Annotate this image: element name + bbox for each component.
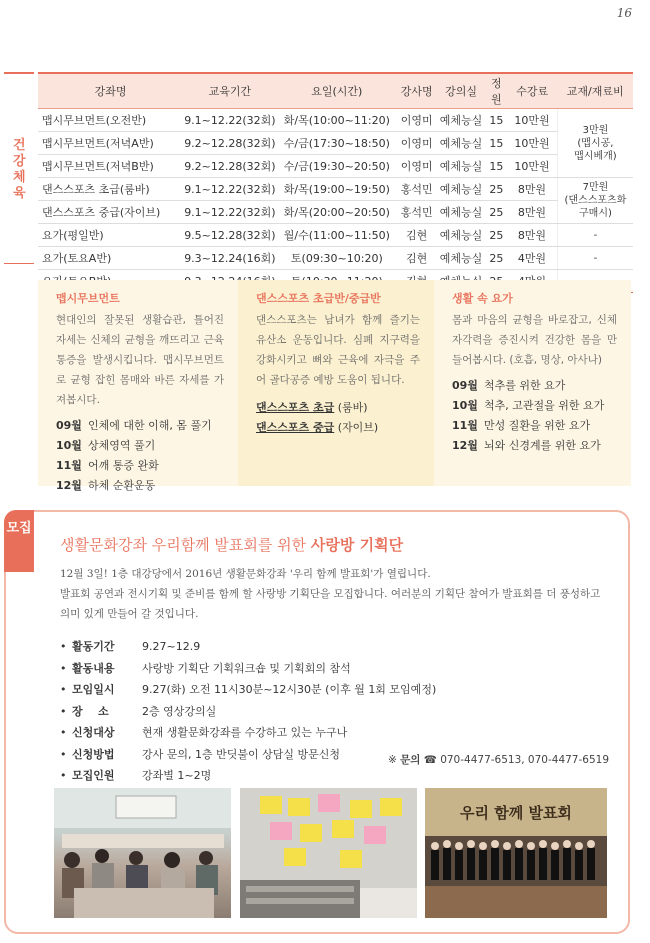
cell-period: 9.3~12.24(16회)	[183, 247, 276, 270]
curriculum-item	[452, 436, 617, 456]
cell-schedule: 화/목(20:00~20:50)	[277, 201, 397, 224]
cell-room: 예체능실	[436, 201, 485, 224]
table-row	[38, 155, 633, 178]
curriculum-month: 12월	[452, 439, 478, 452]
contact-info	[388, 752, 609, 767]
bullet-icon: •	[60, 661, 67, 675]
cell-course-name: 요가(평일반)	[38, 224, 183, 247]
curriculum-month: 11월	[56, 459, 82, 472]
dance-level-style: (자이브)	[334, 421, 379, 434]
curriculum-month: 12월	[56, 479, 82, 492]
cell-schedule: 월/수(11:00~11:50)	[277, 224, 397, 247]
cell-schedule: 수/금(19:30~20:50)	[277, 155, 397, 178]
cell-capacity: 15	[486, 155, 507, 178]
bullet-icon: •	[60, 769, 67, 782]
info-key: 모임일시	[72, 683, 115, 696]
cell-schedule: 토(09:30~10:20)	[277, 247, 397, 270]
panel-dance-sports	[238, 280, 434, 486]
col-header: 강좌명	[38, 73, 183, 109]
info-item	[60, 701, 436, 723]
cell-capacity: 15	[486, 109, 507, 132]
curriculum-topic: 척추, 고관절을 위한 요가	[484, 399, 605, 412]
cell-fee: 8만원	[507, 178, 557, 201]
curriculum-topic: 뇌와 신경계를 위한 요가	[484, 439, 601, 452]
contact-phone: ☎ 070-4477-6513, 070-4477-6519	[423, 754, 609, 766]
curriculum-month: 09월	[452, 379, 478, 392]
col-header: 교재/재료비	[557, 73, 633, 109]
curriculum-month: 10월	[56, 439, 82, 452]
cell-room: 예체능실	[436, 178, 485, 201]
cell-materials: -	[557, 224, 633, 247]
description-line: 의미 있게 만들어 갈 것입니다.	[60, 608, 199, 620]
col-header: 교육기간	[183, 73, 276, 109]
cell-course-name: 맵시무브먼트(저녁B반)	[38, 155, 183, 178]
recruit-title	[60, 534, 403, 555]
info-item	[60, 679, 436, 701]
info-value: 2층 영상강의실	[142, 704, 217, 718]
table-row	[38, 178, 633, 201]
section-side-label	[4, 72, 34, 264]
curriculum-topic: 하체 순환운동	[88, 479, 156, 492]
materials-line: 3만원	[582, 124, 609, 136]
cell-period: 9.1~12.22(32회)	[183, 109, 276, 132]
materials-line: 구매시)	[579, 208, 612, 219]
cell-materials-group-1	[557, 109, 633, 178]
table-row	[38, 109, 633, 132]
cell-instructor: 이영미	[397, 155, 436, 178]
cell-room: 예체능실	[436, 224, 485, 247]
materials-line: (댄스스포츠화	[564, 195, 627, 206]
info-key: 활동내용	[72, 661, 115, 675]
side-label-bottom-rule	[4, 263, 34, 264]
col-header: 강의실	[436, 73, 485, 109]
curriculum-list	[56, 416, 224, 496]
curriculum-item	[452, 396, 617, 416]
curriculum-item	[56, 416, 224, 436]
table-row	[38, 132, 633, 155]
cell-course-name: 댄스스포츠 초급(룸바)	[38, 178, 183, 201]
col-header: 수강료	[507, 73, 557, 109]
panel-title: 맵시무브먼트	[56, 292, 120, 305]
info-value: 강좌별 1~2명	[142, 769, 212, 782]
cell-period: 9.1~12.22(32회)	[183, 201, 276, 224]
table-row	[38, 201, 633, 224]
curriculum-item	[56, 476, 224, 496]
cell-schedule: 화/목(19:00~19:50)	[277, 178, 397, 201]
section-label: 건강체육	[13, 138, 26, 201]
cell-period: 9.5~12.28(32회)	[183, 224, 276, 247]
cell-capacity: 25	[486, 224, 507, 247]
info-value: 강사 문의, 1층 반딧불이 상담실 방문신청	[142, 747, 340, 761]
bullet-icon: •	[60, 747, 67, 761]
bullet-icon: •	[60, 704, 67, 718]
curriculum-item	[56, 456, 224, 476]
cell-period: 9.1~12.22(32회)	[183, 178, 276, 201]
cell-fee: 10만원	[507, 132, 557, 155]
stage-photo-illustration	[425, 788, 607, 918]
contact-prefix: ※	[388, 754, 401, 766]
panel-body: 현대인의 잘못된 생활습관, 틀어진 자세는 신체의 균형을 깨뜨리고 근육 통증을 발생시킵니다. 맵시무브먼트로 균형 잡힌 몸매와 바른 자세를 가져봅시다.	[56, 314, 224, 406]
info-key: 신청방법	[72, 747, 115, 761]
dance-level-item	[256, 398, 420, 418]
dance-level-name: 댄스스포츠 초급	[256, 401, 335, 414]
cell-fee: 10만원	[507, 155, 557, 178]
cell-room: 예체능실	[436, 132, 485, 155]
info-key: 모집인원	[72, 769, 115, 782]
panel-body: 몸과 마음의 균형을 바로잡고, 신체 자각력을 증진시켜 건강한 몸을 만들어봅시다. (호흡, 명상, 아사나)	[452, 314, 617, 366]
table-row	[38, 247, 633, 270]
cell-fee: 8만원	[507, 224, 557, 247]
cell-materials: -	[557, 247, 633, 270]
info-key: 장 소	[72, 704, 109, 718]
contact-label: 문의	[400, 754, 421, 766]
cell-schedule: 수/금(17:30~18:50)	[277, 132, 397, 155]
info-value: 9.27~12.9	[142, 640, 201, 653]
cell-instructor: 이영미	[397, 109, 436, 132]
cell-instructor: 홍석민	[397, 201, 436, 224]
recruit-tag: 모집	[4, 510, 34, 572]
info-value: 현재 생활문화강좌를 수강하고 있는 누구나	[142, 726, 348, 739]
curriculum-topic: 척추를 위한 요가	[484, 379, 566, 392]
cell-instructor: 홍석민	[397, 178, 436, 201]
cell-instructor: 이영미	[397, 132, 436, 155]
cell-course-name: 맵시무브먼트(오전반)	[38, 109, 183, 132]
cell-schedule: 화/목(10:00~11:20)	[277, 109, 397, 132]
description-line: 12월 3일! 1층 대강당에서 2016년 생활문화강좌 '우리 함께 발표회'가 열립니다.	[60, 568, 431, 580]
dance-level-style: (룸바)	[334, 401, 368, 414]
cell-fee: 8만원	[507, 201, 557, 224]
cell-fee: 10만원	[507, 109, 557, 132]
cell-materials-group-2	[557, 178, 633, 224]
curriculum-month: 09월	[56, 419, 82, 432]
table-header-row	[38, 73, 633, 109]
info-item	[60, 722, 436, 744]
col-header: 요일(시간)	[277, 73, 397, 109]
cell-instructor: 김현	[397, 224, 436, 247]
col-header: 강사명	[397, 73, 436, 109]
info-item	[60, 744, 436, 766]
photo-sticky-notes	[240, 788, 417, 918]
description-line: 발표회 공연과 전시기획 및 준비를 함께 할 사랑방 기획단을 모집합니다. 여러분의 기획단 참여가 발표회를 더 풍성하고	[60, 588, 601, 600]
recruit-title-bold: 사랑방 기획단	[310, 536, 404, 554]
dance-level-name: 댄스스포츠 중급	[256, 421, 335, 434]
curriculum-item	[452, 416, 617, 436]
panel-mapsi-movement	[38, 280, 238, 492]
col-header: 정원	[486, 73, 507, 109]
info-item	[60, 636, 436, 658]
info-key: 활동기간	[72, 640, 115, 653]
panel-yoga	[434, 280, 631, 486]
recruit-title-plain: 생활문화강좌 우리함께 발표회를 위한	[60, 536, 311, 554]
stage-banner-text: 우리 함께 발표회	[460, 804, 572, 822]
workshop-photo-illustration	[54, 788, 231, 918]
cell-capacity: 25	[486, 247, 507, 270]
curriculum-item	[56, 436, 224, 456]
cell-room: 예체능실	[436, 247, 485, 270]
cell-room: 예체능실	[436, 109, 485, 132]
sticky-notes-photo-illustration	[240, 788, 417, 918]
cell-course-name: 요가(토요A반)	[38, 247, 183, 270]
info-key: 신청대상	[72, 726, 115, 739]
photo-workshop-meeting	[54, 788, 231, 918]
cell-room: 예체능실	[436, 155, 485, 178]
curriculum-month: 10월	[452, 399, 478, 412]
info-value: 사랑방 기획단 기획워크숍 및 기획회의 참석	[142, 661, 351, 675]
bullet-icon: •	[60, 683, 67, 696]
materials-line: 맵시베개)	[574, 150, 617, 162]
curriculum-month: 11월	[452, 419, 478, 432]
cell-period: 9.2~12.28(32회)	[183, 132, 276, 155]
bullet-icon: •	[60, 726, 67, 739]
curriculum-topic: 상체영역 풀기	[88, 439, 156, 452]
cell-instructor: 김현	[397, 247, 436, 270]
info-item	[60, 658, 436, 680]
cell-course-name: 맵시무브먼트(저녁A반)	[38, 132, 183, 155]
table-row	[38, 224, 633, 247]
cell-capacity: 15	[486, 132, 507, 155]
bullet-icon: •	[60, 640, 67, 653]
page-number: 16	[616, 6, 632, 20]
curriculum-topic: 어깨 통증 완화	[88, 459, 159, 472]
cell-capacity: 25	[486, 201, 507, 224]
cell-capacity: 25	[486, 178, 507, 201]
info-value: 9.27(화) 오전 11시30분~12시30분 (이후 월 1회 모임예정)	[142, 683, 437, 696]
course-description-panels	[38, 280, 631, 492]
cell-fee: 4만원	[507, 247, 557, 270]
dance-level-item	[256, 418, 420, 438]
cell-period: 9.2~12.28(32회)	[183, 155, 276, 178]
cell-course-name: 댄스스포츠 중급(자이브)	[38, 201, 183, 224]
photo-presentation-stage	[425, 788, 607, 918]
curriculum-list	[452, 376, 617, 456]
materials-line: (맵시공,	[577, 137, 614, 149]
panel-title: 생활 속 요가	[452, 292, 513, 305]
dance-level-list	[256, 398, 420, 438]
panel-title: 댄스스포츠 초급반/중급반	[256, 292, 381, 305]
side-label-top-rule	[4, 72, 34, 74]
curriculum-item	[452, 376, 617, 396]
curriculum-topic: 만성 질환을 위한 요가	[484, 419, 591, 432]
course-schedule-table	[38, 72, 633, 293]
recruit-info-list	[60, 636, 436, 787]
materials-line: 7만원	[582, 182, 609, 193]
curriculum-topic: 인체에 대한 이해, 몸 풀기	[88, 419, 212, 432]
panel-body: 댄스스포츠는 남녀가 함께 즐기는 유산소 운동입니다. 심폐 지구력을 강화시키고 뼈와 근육에 자극을 주어 골다공증 예방 도움이 됩니다.	[256, 314, 420, 386]
recruit-description	[60, 564, 615, 624]
info-item	[60, 765, 436, 787]
